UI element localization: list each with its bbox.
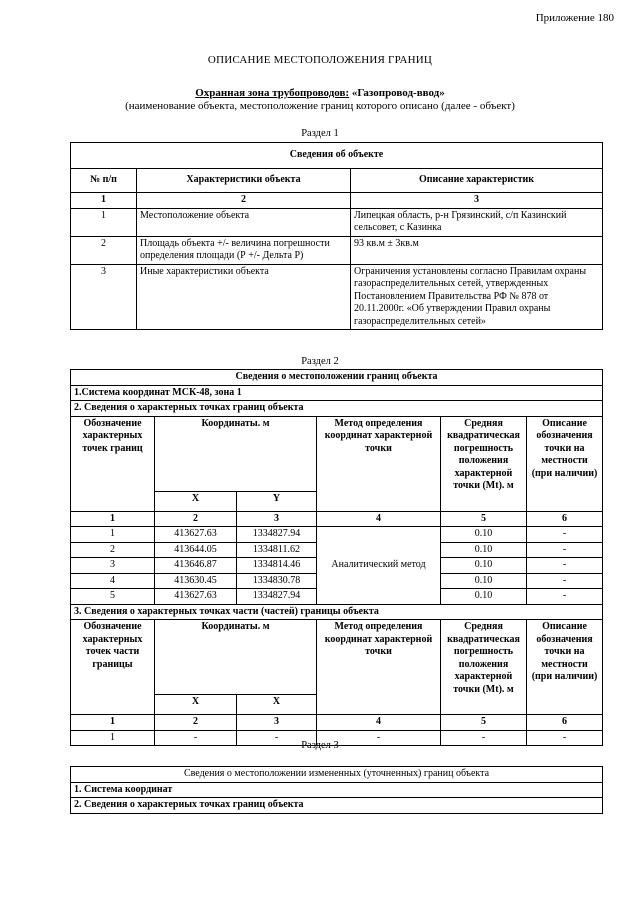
s1-row2-char: Площадь объекта +/- величина погрешности определения площади (Р +/- Дельта Р) (137, 236, 351, 264)
method-value: Аналитический метод (317, 527, 441, 605)
point-x: 413644.05 (155, 542, 237, 558)
section2-label: Раздел 2 (301, 356, 339, 367)
parts-point-x: - (155, 730, 237, 746)
col-error: Средняя квадратическая погрешность положения характерной точки (Mt). м (441, 416, 527, 511)
col-y: Y (237, 491, 317, 511)
point-mt: 0.10 (441, 527, 527, 543)
s1-colnum-2: 2 (137, 193, 351, 209)
parts-col-y: X (237, 695, 317, 715)
s2-colnum-6: 6 (527, 511, 603, 527)
object-name: «Газопровод-ввод» (351, 87, 445, 99)
s2-colnum-4: 4 (317, 511, 441, 527)
s1-row2-n: 2 (71, 236, 137, 264)
parts-point-y: - (237, 730, 317, 746)
s2-colnum-3: 3 (237, 511, 317, 527)
s1-row1-char: Местоположение объекта (137, 208, 351, 236)
point-number: 3 (71, 558, 155, 574)
appendix-label: Приложение 180 (535, 12, 614, 24)
object-subtitle: (наименование объекта, местоположение границ которого описано (далее - объект) (125, 100, 515, 112)
parts-point-number: 1 (71, 730, 155, 746)
s1-row3-n: 3 (71, 264, 137, 330)
point-y: 1334811.62 (237, 542, 317, 558)
parts-colnum-5: 5 (441, 715, 527, 731)
point-x: 413627.63 (155, 527, 237, 543)
col-designation: Обозначение характерных точек границ (71, 416, 155, 511)
point-mt: 0.10 (441, 573, 527, 589)
s1-row2-desc: 93 кв.м ± 3кв.м (351, 236, 603, 264)
point-desc: - (527, 542, 603, 558)
col-description: Описание обозначения точки на местности (при наличии) (527, 416, 603, 511)
point-number: 1 (71, 527, 155, 543)
table-row (71, 527, 603, 543)
section1-table (70, 142, 603, 330)
parts-header: 3. Сведения о характерных точках части (частей) границы объекта (71, 604, 603, 620)
parts-col-method: Метод определения координат характерной точки (317, 620, 441, 715)
s1-colnum-1: 1 (71, 193, 137, 209)
section3-header: Сведения о местоположении измененных (уточненных) границ объекта (71, 767, 603, 783)
section1-header: Сведения об объекте (71, 143, 603, 169)
section3-row1: 1. Система координат (71, 782, 603, 798)
point-mt: 0.10 (441, 558, 527, 574)
table-row (71, 264, 603, 330)
table-row (71, 236, 603, 264)
parts-point-desc: - (527, 730, 603, 746)
col-method: Метод определения координат характерной точки (317, 416, 441, 511)
parts-col-coords: Координаты. м (155, 620, 317, 695)
parts-col-error: Средняя квадратическая погрешность положения характерной точки (Mt). м (441, 620, 527, 715)
object-line (0, 87, 640, 99)
point-y: 1334827.94 (237, 527, 317, 543)
parts-col-description: Описание обозначения точки на местности (при наличии) (527, 620, 603, 715)
point-x: 413630.45 (155, 573, 237, 589)
point-desc: - (527, 589, 603, 605)
point-desc: - (527, 527, 603, 543)
s1-row1-desc: Липецкая область, р-н Грязинский, с/п Казинский сельсовет, с Казинка (351, 208, 603, 236)
s1-colnum-3: 3 (351, 193, 603, 209)
parts-colnum-1: 1 (71, 715, 155, 731)
point-x: 413627.63 (155, 589, 237, 605)
s1-col-num: № п/п (71, 169, 137, 193)
point-desc: - (527, 558, 603, 574)
point-mt: 0.10 (441, 589, 527, 605)
parts-colnum-6: 6 (527, 715, 603, 731)
s1-row3-char: Иные характеристики объекта (137, 264, 351, 330)
parts-colnum-2: 2 (155, 715, 237, 731)
point-y: 1334830.78 (237, 573, 317, 589)
point-y: 1334814.46 (237, 558, 317, 574)
parts-colnum-4: 4 (317, 715, 441, 731)
page-title: ОПИСАНИЕ МЕСТОПОЛОЖЕНИЯ ГРАНИЦ (207, 54, 433, 66)
point-mt: 0.10 (441, 542, 527, 558)
s2-colnum-5: 5 (441, 511, 527, 527)
point-desc: - (527, 573, 603, 589)
section3-row2: 2. Сведения о характерных точках границ объекта (71, 798, 603, 814)
point-number: 5 (71, 589, 155, 605)
section2-header: Сведения о местоположении границ объекта (71, 370, 603, 386)
parts-point-method: - (317, 730, 441, 746)
points-header: 2. Сведения о характерных точках границ объекта (71, 401, 603, 417)
parts-col-x: X (155, 695, 237, 715)
point-y: 1334827.94 (237, 589, 317, 605)
section2-table (70, 369, 603, 746)
s2-colnum-2: 2 (155, 511, 237, 527)
s1-col-desc: Описание характеристик (351, 169, 603, 193)
section3-label: Раздел 3 (301, 740, 339, 751)
point-x: 413646.87 (155, 558, 237, 574)
parts-colnum-3: 3 (237, 715, 317, 731)
point-number: 2 (71, 542, 155, 558)
parts-col-designation: Обозначение характерных точек части границы (71, 620, 155, 715)
table-row (71, 208, 603, 236)
col-coords: Координаты. м (155, 416, 317, 491)
object-prefix: Охранная зона трубопроводов: (195, 87, 350, 99)
parts-point-mt: - (441, 730, 527, 746)
s2-colnum-1: 1 (71, 511, 155, 527)
section3-table (70, 766, 603, 814)
section1-label: Раздел 1 (301, 128, 339, 139)
s1-col-char: Характеристики объекта (137, 169, 351, 193)
s1-row1-n: 1 (71, 208, 137, 236)
col-x: X (155, 491, 237, 511)
coord-system: 1.Система координат МСК-48, зона 1 (71, 385, 603, 401)
s1-row3-desc: Ограничения установлены согласно Правилам охраны газораспределительных сетей, утвержденных Постановлением Правительства РФ № 878 от 20.11.2000г. «Об утверждении Правил охраны газораспределительных сетей» (351, 264, 603, 330)
point-number: 4 (71, 573, 155, 589)
